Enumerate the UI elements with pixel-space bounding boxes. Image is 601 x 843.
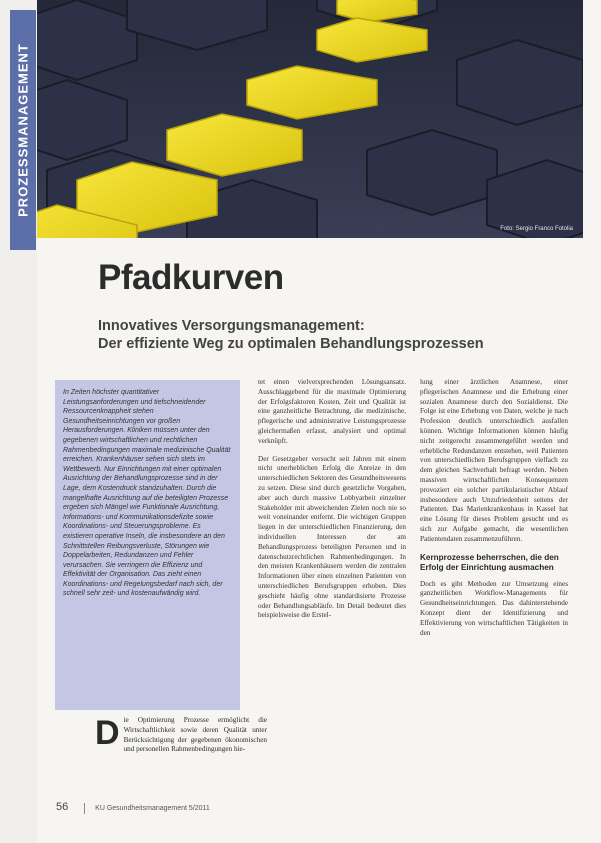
column-2 — [258, 378, 406, 629]
sidebar — [0, 0, 37, 843]
column-3 — [420, 378, 568, 646]
col3-paragraph-1: lung einer ärztlichen Anamnese, einer pflegerischen Anamnese und die Erhebung einer sozialen Anamnese durch den Sozialdienst. Die Folge ist eine Erhebung von Daten, welche je nach Profession deutlich unterschiedlich ausfallen können. Wichtige Informationen können häufig nicht zeitgerecht zusammengeführt werden und erhebliche Redundanzen entstehen, weil Patienten von unterschiedlichen Berufsgruppen vielfach zu dem gleichen Sachverhalt befragt werden. Neben massiven wirtschaftlichen Konsequenzen provoziert ein solcher partikularistischer Ablauf insbesondere auch Unzufriedenheit seitens der Patienten. Das Marienkrankenhaus in Kassel hat eine Lösung für dieses Problem gesucht und es sich zur Aufgabe gemacht, die wesentlichen Patientendaten zusammenzuführen. — [420, 378, 568, 543]
subtitle-line-1: Innovatives Versorgungsmanagement: — [98, 318, 365, 334]
section-label: PROZESSMANAGEMENT — [15, 43, 31, 217]
article-subtitle — [98, 317, 568, 353]
col3-paragraph-2: Doch es gibt Methoden zur Umsetzung eines ganzheitlichen Workflow-Managements für Gesundheitseinrichtungen. Das dahinterstehende Konzept dient der Identifizierung und Effektivierung von wirtschaftlichen Tätigkeiten in den — [420, 579, 568, 637]
section-tab — [10, 10, 36, 250]
subtitle-line-2: Der effiziente Weg zu optimalen Behandlungsprozessen — [98, 336, 484, 352]
col3-heading: Kernprozesse beherrschen, die den Erfolg der Einrichtung ausmachen — [420, 552, 559, 573]
drop-cap: D — [95, 714, 120, 752]
hero-image — [37, 0, 583, 238]
footer-divider — [84, 803, 85, 814]
photo-credit: Foto: Sergio Franco Fotolia — [500, 226, 573, 232]
lead-text: In Zeiten höchster quantitativer Leistungsanforderungen und tiefschneidender Ressourcenknappheit stehen Gesundheitseinrichtungen vor großen Herausforderungen. Kliniken müssen unter den gegebenen wirtschaftlichen und rechtlichen Rahmenbedingungen maximale medizinische Qualität erreichen. Krankenhäuser sehen sich stets im Wettbewerb. Nur Einrichtungen mit einer optimalen Ausrichtung der Behandlungsprozesse sind in der Lage, dem Kostendruck standzuhalten. Durch die mangelhafte Ausrichtung auf die beteiligten Prozesse ergeben sich Mängel wie Funktionale Ausrichtung, Informations- und Kommunikationsdefizite sowie Koordinations- und Steuerungsprobleme. Es existieren operative Inseln, die insbesondere an den Schnittstellen Reibungsverluste, Störungen wie Doppelarbeiten, Redundanzen und Fehler verursachen. Sie verringern die Effizienz und Effektivität der Organisation. Das zieht einen Koordinations- und Regelungsbedarf nach sich, der schnell sehr zeit- und kostenaufwändig wird. — [63, 389, 231, 598]
intro-paragraph — [95, 716, 267, 755]
page-footer — [56, 801, 210, 814]
page-number: 56 — [56, 801, 69, 813]
col2-paragraph-2: Der Gesetzgeber versucht seit Jahren mit einem nicht unerheblichen Erfolg die Anreize in den unterschiedlichen Sektoren des Gesundheitswesens zu setzen. Diese sind durch gesetzliche Vorgaben, aber auch durch massive Lobbyarbeit einzelner Stakeholder mit abweichenden Zielen noch nie so weit voneinander entfernt. Die wichtigen Gruppen liegen in der unterschiedlichen Finanzierung, den individuellen Interessen der am Behandlungsprozess beteiligten Personen und in datenschutzrechtlichen Rahmenbedingungen. In den meisten Krankenhäusern werden die zentralen Informationen über einen einzelnen Patienten von unterschiedlichen Berufsgruppen erhoben. Dies geschieht häufig ohne standardisierte Prozesse oder Behandlungsabläufe. Im Detail bedeutet dies beispielsweise die Erstel- — [258, 454, 406, 620]
lead-box — [55, 380, 240, 710]
col2-paragraph-1: tet einen vielversprechenden Lösungsansatz. Ausschlaggebend für die maximale Optimierung der Erfolgsfaktoren Kosten, Zeit und Qualität ist eine ganzheitliche Betrachtung, die medizinische, pflegerische und administrative Leistungsprozesse gleichermaßen erfasst, analysiert und optimal verknüpft. — [258, 378, 406, 445]
article-title: Pfadkurven — [98, 258, 284, 297]
journal-name: KU Gesundheitsmanagement 5/2011 — [95, 805, 210, 812]
intro-text: ie Optimierung Prozesse ermöglicht die Wirtschaftlichkeit sowie deren Qualität unter Berücksichtigung der gegebenen ökonomischen und personellen Rahmenbedingungen hie- — [123, 716, 267, 754]
hexagon-illustration — [37, 0, 583, 238]
